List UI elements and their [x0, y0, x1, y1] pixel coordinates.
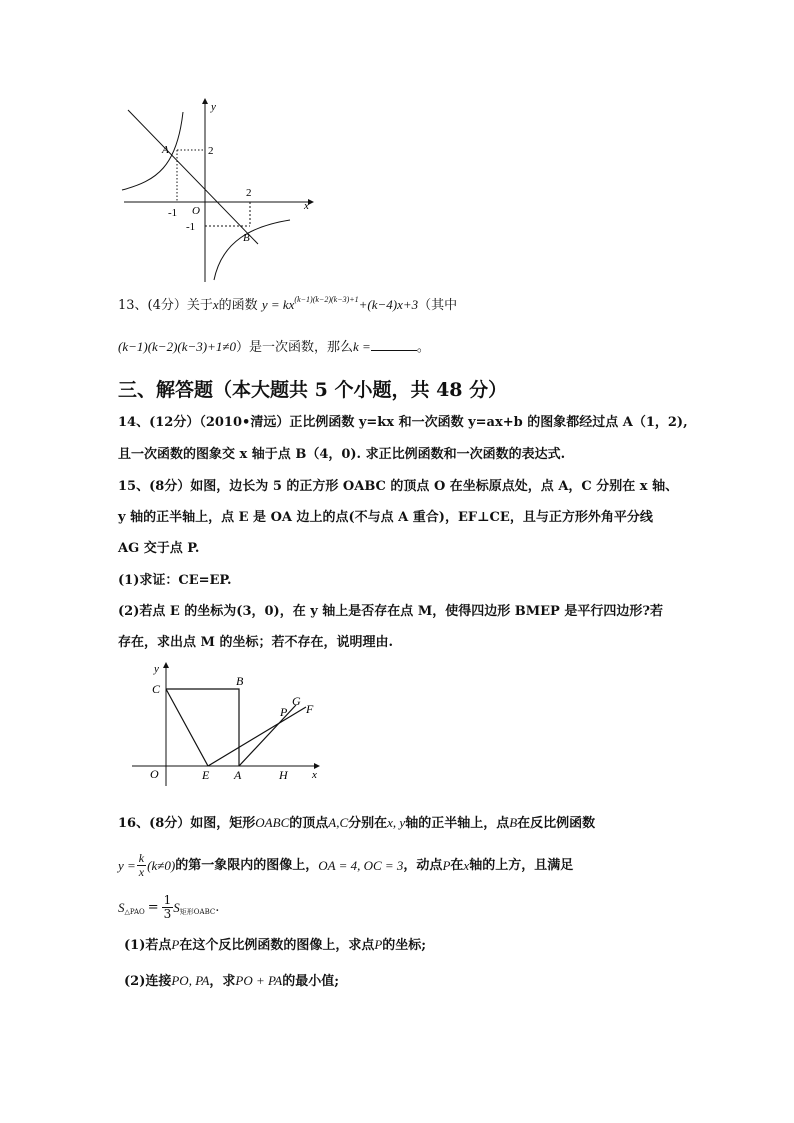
q16-point-B: B	[509, 815, 518, 830]
q16-axes-xy: x, y	[387, 815, 406, 830]
q16-line1-prefix: 16、(8分）如图，矩形	[118, 816, 256, 831]
q14-line2: 且一次函数的图象交 x 轴于点 B（4，0). 求正比例函数和一次函数的表达式.	[118, 447, 566, 462]
q16-part2-end: 的最小值;	[282, 974, 340, 989]
q16-line2-mid: 的第一象限内的图像上，	[175, 857, 319, 873]
q15-part1: (1)求证：CE=EP.	[118, 573, 232, 588]
tick-2-y: 2	[208, 145, 214, 157]
q16-part2-mid: ，求	[209, 974, 236, 989]
q14-line1: 14、(12分）（2010•清远）正比例函数 y=kx 和一次函数 y=ax+b 的图象都经过点 A（1，2),	[118, 415, 688, 430]
q13-prefix: 13、(4分）关于	[118, 298, 213, 313]
q16-points-AC: A,C	[328, 815, 349, 830]
segment-CE	[166, 689, 208, 766]
q16-part1-P2: P	[374, 937, 383, 952]
q16-rect-name: OABC	[255, 815, 290, 830]
q16-line1-mid: 的顶点	[289, 816, 329, 831]
q13-period: 。	[416, 340, 430, 355]
y-axis-arrow	[202, 98, 208, 104]
figure-square-oabc	[126, 660, 326, 790]
q16-area-lhs-sub: △PAO	[124, 907, 145, 916]
tick-2-x: 2	[246, 187, 252, 199]
q16-axis-x: x	[463, 857, 470, 873]
tick-neg1-y: -1	[186, 221, 196, 233]
segment-AG	[239, 705, 296, 766]
q13-exponent: (k−1)(k−2)(k−3)+1	[294, 295, 359, 304]
label-y: y	[154, 663, 159, 675]
q13-var-x: x	[212, 297, 219, 312]
label-O: O	[192, 205, 200, 217]
q15-line1: 15、(8分）如图，边长为 5 的正方形 OABC 的顶点 O 在坐标原点处，点 A，C 分别在 x 轴、	[118, 479, 679, 494]
segment-EF	[208, 707, 306, 766]
label-H: H	[279, 768, 288, 782]
y-axis-arrow	[163, 662, 169, 668]
label-x: x	[304, 200, 309, 212]
q16-part2	[124, 972, 339, 991]
q16-part1-prefix: (1)若点	[124, 938, 172, 953]
q16-part2-expr: PO + PA	[235, 973, 283, 988]
label-F: F	[306, 702, 314, 716]
q13-condition: (k−1)(k−2)(k−3)+1≠0	[118, 339, 237, 354]
q16-part1-mid: 在这个反比例函数的图像上，求点	[179, 938, 375, 953]
label-C: C	[152, 682, 161, 696]
hyperbola-branch-lower-right	[214, 220, 290, 280]
q16-point-P: P	[442, 857, 451, 873]
q16-line2-mid2: ，动点	[403, 857, 443, 873]
q16-func-cond: (k≠0)	[147, 857, 176, 873]
q13-line1	[118, 296, 457, 316]
q16-area-lhs: S	[118, 899, 125, 915]
label-O: O	[150, 767, 159, 781]
hyperbola-branch-upper-left	[122, 112, 183, 190]
figure-hyperbola-line	[112, 96, 322, 286]
q13-answer-blank[interactable]	[371, 338, 417, 351]
q16-line1	[118, 814, 595, 833]
label-G: G	[292, 694, 301, 708]
label-x: x	[312, 769, 317, 781]
label-y: y	[211, 101, 216, 113]
q16-func-y: y =	[118, 857, 136, 873]
q16-area-den: 3	[163, 907, 172, 921]
q16-given: OA = 4, OC = 3	[318, 857, 404, 873]
q16-part1-P1: P	[171, 937, 180, 952]
q16-area-eq: =	[147, 899, 159, 915]
q16-func-num: k	[138, 851, 145, 865]
q16-area-rhs-sub: 矩形OABC	[179, 907, 216, 916]
q15-line2: y 轴的正半轴上，点 E 是 OA 边上的点(不与点 A 重合)，EF⊥CE，且与正方形外角平分线	[118, 510, 653, 525]
label-B: B	[236, 674, 244, 688]
q13-text2: （其中	[418, 298, 458, 313]
q13-formula-lhs: y = kx	[261, 297, 295, 312]
q16-area-fraction	[162, 894, 174, 921]
q16-line1-mid3: 轴的正半轴上，点	[405, 816, 510, 831]
label-E: E	[202, 768, 210, 782]
q13-line2	[118, 338, 430, 357]
q13-text3: ）是一次函数，那么	[236, 340, 354, 355]
q16-area-num: 1	[163, 893, 172, 907]
q16-func-den: x	[138, 865, 145, 879]
q16-area-rhs: S	[173, 899, 180, 915]
tick-neg1-x: -1	[168, 207, 178, 219]
label-A: A	[162, 144, 169, 156]
q16-part2-segments: PO, PA	[171, 973, 210, 988]
label-B: B	[243, 232, 250, 244]
q16-line2	[118, 852, 573, 879]
label-A: A	[234, 768, 242, 782]
q16-line3	[118, 894, 219, 921]
q16-func-fraction	[137, 852, 146, 879]
q16-line2-mid3: 在	[450, 857, 464, 873]
label-P: P	[280, 705, 288, 719]
q16-line1-mid2: 分别在	[348, 816, 388, 831]
q15-part2-line1: (2)若点 E 的坐标为(3，0)，在 y 轴上是否存在点 M，使得四边形 BMEP 是平行四边形?若	[118, 604, 663, 619]
q16-part2-prefix: (2)连接	[124, 974, 172, 989]
q16-line2-end: 轴的上方，且满足	[469, 857, 574, 873]
q15-part2-line2: 存在，求出点 M 的坐标；若不存在，说明理由.	[118, 635, 393, 650]
q13-text1: 的函数	[218, 298, 258, 313]
q16-part1	[124, 936, 426, 955]
section-3-title: 三、解答题（本大题共 5 个小题，共 48 分）	[118, 379, 508, 401]
q16-part1-end: 的坐标;	[382, 938, 427, 953]
q15-line3: AG 交于点 P.	[118, 541, 200, 556]
q13-k-eq: k =	[353, 339, 371, 354]
q16-area-period: .	[215, 899, 220, 915]
q16-line1-end: 在反比例函数	[517, 816, 596, 831]
x-axis-arrow	[308, 199, 314, 205]
q13-formula-rest: +(k−4)x+3	[358, 297, 419, 312]
